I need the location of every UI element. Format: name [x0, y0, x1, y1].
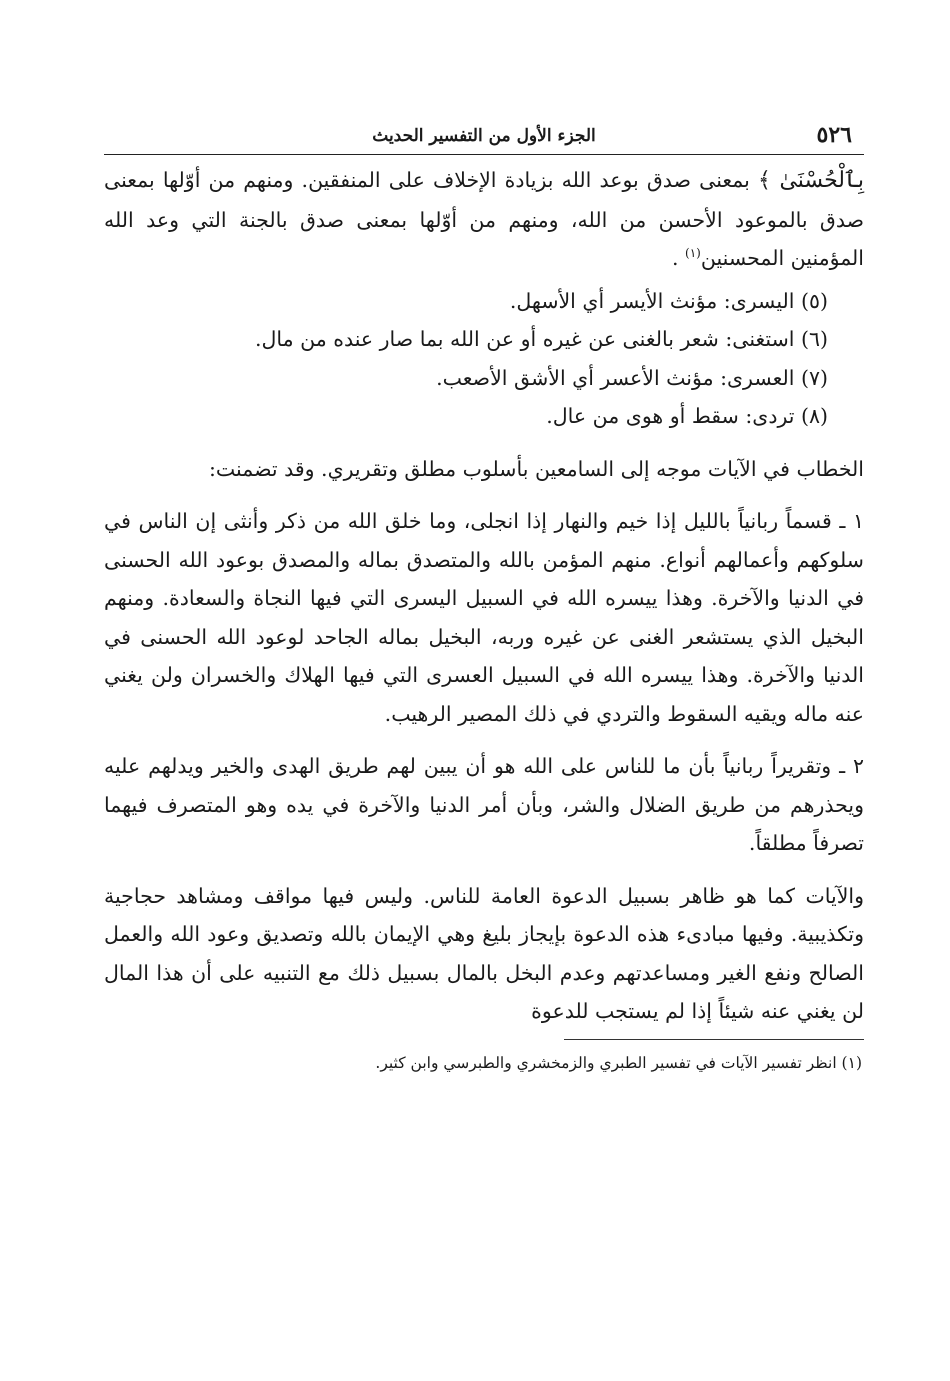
book-title: الجزء الأول من التفسير الحديث: [372, 126, 596, 146]
footnote-divider: [564, 1039, 864, 1040]
paragraph-continuation: [104, 161, 864, 278]
definition-item: (٦) استغنى: شعر بالغنى عن غيره أو عن الله بما صار عنده من مال.: [254, 327, 828, 351]
paragraph-end: .: [671, 246, 686, 270]
definition-item: (٨) تردى: سقط أو هوى من عال.: [546, 404, 828, 428]
body-text: [104, 161, 864, 1031]
closing-paragraph: والآيات كما هو ظاهر بسبيل الدعوة العامة للناس. وليس فيها مواقف ومشاهد حجاجية وتكذيبية. وفيها مبادىء هذه الدعوة بإيجاز بليغ وهي الإيمان بالله وتصديق وعود الله والعمل الصالح ونفع الغير ومساعدتهم وعدم البخل بالمال بسبيل ذلك مع التنبيه على أن هذا المال لن يغني عنه شيئاً إذا لم يستجب للدعوة: [104, 883, 864, 1023]
paragraph-text: بمعنى صدق بوعد الله بزيادة الإخلاف على المنفقين. ومنهم من أوّلها بمعنى صدق بالموعود الأحسن من الله، ومنهم من أوّلها بمعنى صدق بالجنة التي وعد الله المؤمنين المحسنين: [104, 168, 864, 270]
footnote-reference: (١): [685, 246, 701, 261]
point-one-paragraph: ١ ـ قسماً ربانياً بالليل إذا خيم والنهار إذا انجلى، وما خلق الله من ذكر وأنثى إن الناس في سلوكهم وأعمالهم أنواع. منهم المؤمن بالله والمتصدق بماله والمصدق بوعود الله الحسنى في الدنيا والآخرة. وهذا ييسره الله في السبيل اليسرى التي فيها النجاة والسعادة. ومنهم البخيل الذي يستشعر الغنى عن غيره وربه، البخيل بماله الجاحد لوعود الله الحسنى في الدنيا والآخرة. وهذا ييسره الله في السبيل العسرى التي فيها الهلاك والخسران ولن يغني عنه ماله ويقيه السقوط والتردي في ذلك المصير الرهيب.: [104, 509, 864, 726]
intro-paragraph: الخطاب في الآيات موجه إلى السامعين بأسلوب مطلق وتقريري. وقد تضمنت:: [209, 456, 864, 481]
book-page: [104, 118, 864, 1076]
definition-item: (٥) اليسرى: مؤنث الأيسر أي الأسهل.: [509, 288, 828, 313]
quranic-word: بِٱلْحُسْنَىٰ ﴾: [757, 168, 864, 193]
definition-list: [104, 282, 864, 436]
footnotes: [104, 1050, 864, 1076]
footnote-item: (١) انظر تفسير الآيات في تفسير الطبري والزمخشري والطبرسي وابن كثير.: [375, 1053, 862, 1072]
definition-item: (٧) العسرى: مؤنث الأعسر أي الأشق الأصعب.: [436, 365, 828, 390]
page-number: ٥٢٦: [816, 122, 852, 148]
running-header: [104, 118, 864, 155]
point-two-paragraph: ٢ ـ وتقريراً ربانياً بأن ما للناس على الله هو أن يبين لهم طريق الهدى والخير ويدلهم عليه ويحذرهم من طريق الضلال والشر، وبأن أمر الدنيا والآخرة في يده وهو المتصرف فيهما تصرفاً مطلقاً.: [104, 754, 864, 855]
